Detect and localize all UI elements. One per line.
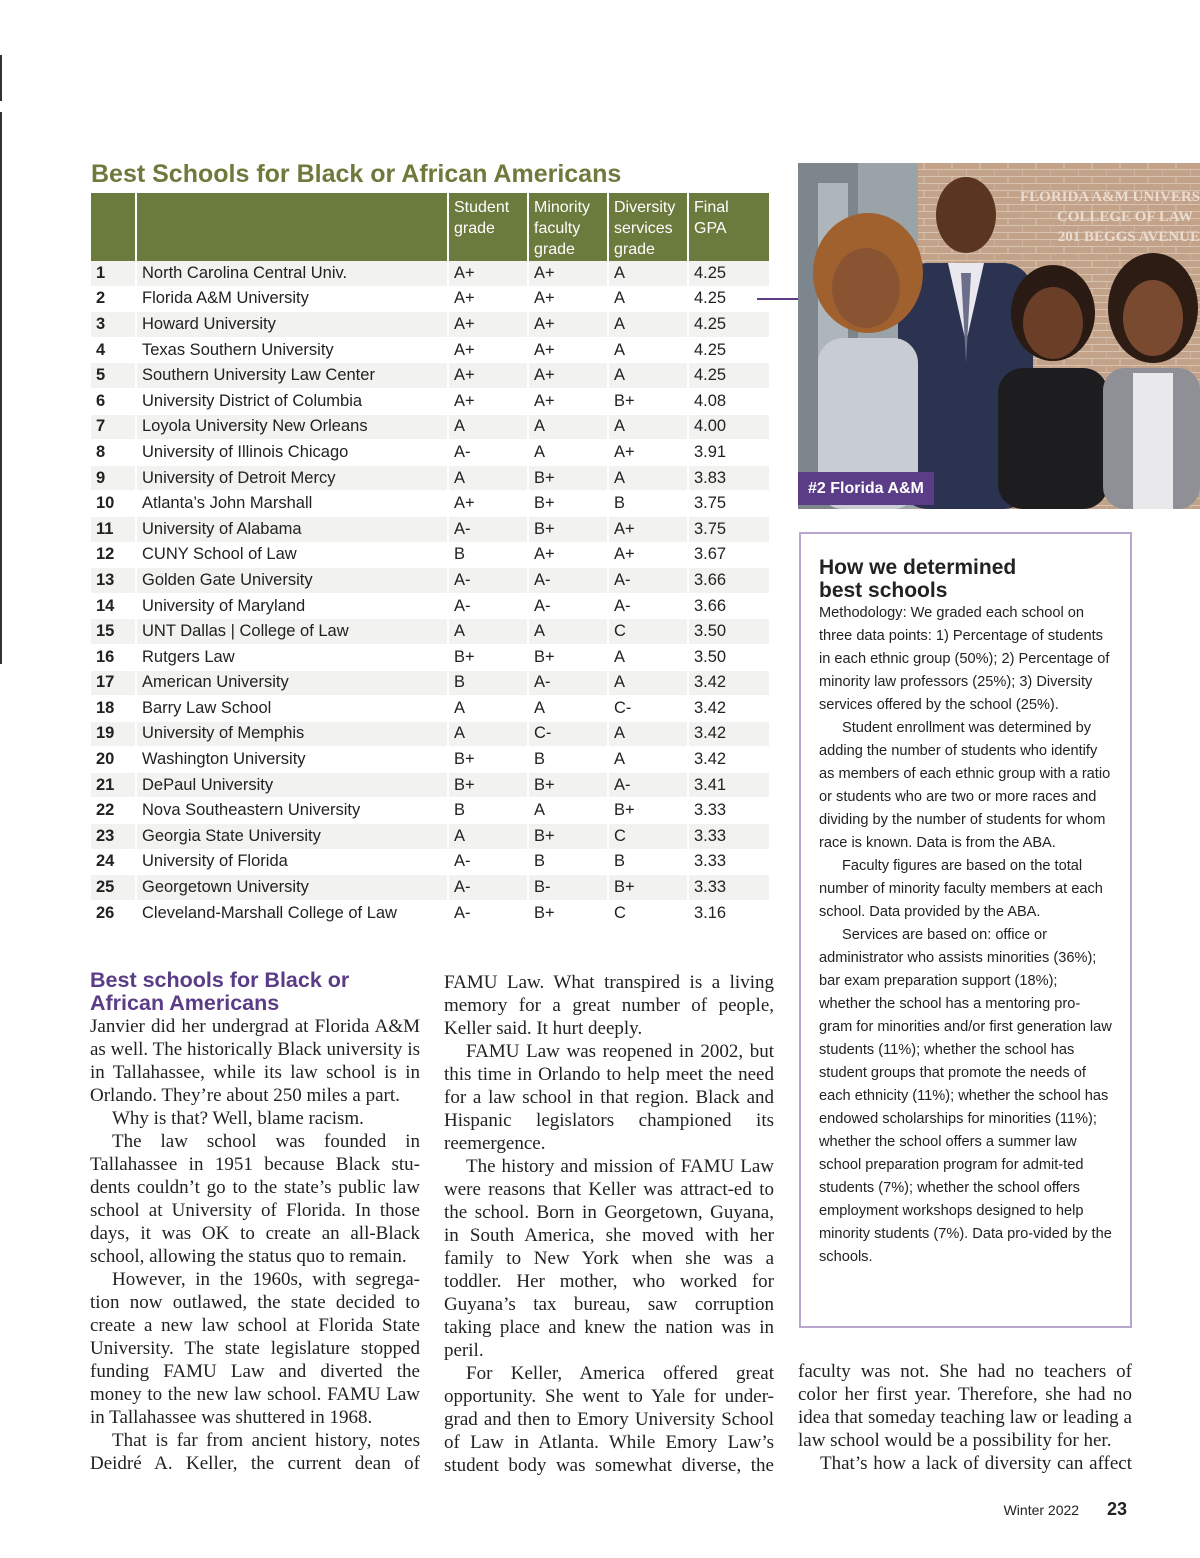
article-paragraph: faculty was not. She had no teachers of color her first year. Therefore, she had no idea that someday teaching law or leading a law school would be a possibility for her. <box>798 1361 1132 1451</box>
student-grade-cell: A+ <box>449 338 527 364</box>
table-row <box>91 619 769 645</box>
gpa-cell: 3.66 <box>689 594 769 620</box>
faculty-grade-cell: A <box>529 696 607 722</box>
methodology-paragraph: Faculty figures are based on the total number of minority faculty members at each school. Data provided by the ABA. <box>819 858 1103 920</box>
student-grade-cell: A <box>449 722 527 748</box>
table-row <box>91 671 769 697</box>
rank-cell: 15 <box>91 619 135 645</box>
gpa-cell: 3.42 <box>689 696 769 722</box>
services-grade-cell: A <box>609 415 687 441</box>
rank-cell: 26 <box>91 901 135 927</box>
gpa-cell: 4.25 <box>689 261 769 287</box>
person-head <box>1023 287 1083 359</box>
services-grade-cell: A <box>609 466 687 492</box>
services-grade-cell: A <box>609 312 687 338</box>
rank-cell: 6 <box>91 389 135 415</box>
table-row <box>91 798 769 824</box>
services-grade-cell: A- <box>609 594 687 620</box>
student-grade-cell: B <box>449 671 527 697</box>
school-name-cell: American University <box>137 671 447 697</box>
school-name-cell: University District of Columbia <box>137 389 447 415</box>
table-row <box>91 517 769 543</box>
table-row <box>91 875 769 901</box>
table-body <box>91 261 769 926</box>
photo-illustration <box>798 163 1200 509</box>
methodology-paragraph: Student enrollment was determined by adding the number of students who identify as members of each ethnic group with a ratio or students who are two or more races and dividing by the number of students for whom race is known. Data is from the ABA. <box>819 720 1111 851</box>
services-grade-cell: A <box>609 645 687 671</box>
article-paragraph: The history and mission of FAMU Law were reasons that Keller was attract-ed to the school. Born in Georgetown, Guyana, in South America, she moved with her family to New York when she was a toddler. Her mother, who worked for Guyana’s tax bureau, saw corruption taking place and knew the nation was in peril. <box>444 1156 774 1361</box>
faculty-grade-cell: A+ <box>529 543 607 569</box>
table-row <box>91 824 769 850</box>
services-grade-cell: B+ <box>609 875 687 901</box>
header-student-grade: Student grade <box>449 193 527 261</box>
student-grade-cell: A- <box>449 517 527 543</box>
gpa-cell: 3.50 <box>689 645 769 671</box>
school-name-cell: University of Maryland <box>137 594 447 620</box>
rankings-table <box>89 193 771 926</box>
student-grade-cell: B+ <box>449 747 527 773</box>
article-paragraph: FAMU Law. What transpired is a living memory for a great number of people, Keller said. It hurt deeply. <box>444 972 774 1039</box>
school-name-cell: University of Memphis <box>137 722 447 748</box>
table-header-row <box>91 193 769 261</box>
table-row <box>91 645 769 671</box>
methodology-title-line2: best schools <box>819 579 948 602</box>
person-head <box>936 177 996 253</box>
services-grade-cell: A <box>609 671 687 697</box>
rank-cell: 12 <box>91 543 135 569</box>
table-row <box>91 543 769 569</box>
school-name-cell: Washington University <box>137 747 447 773</box>
faculty-grade-cell: B+ <box>529 773 607 799</box>
faculty-grade-cell: B+ <box>529 491 607 517</box>
table-row <box>91 901 769 927</box>
student-grade-cell: A- <box>449 440 527 466</box>
methodology-box <box>799 532 1132 1328</box>
faculty-grade-cell: A+ <box>529 338 607 364</box>
sign-line-1: FLORIDA A&M UNIVERS <box>1019 189 1200 205</box>
sign-line-3: 201 BEGGS AVENUE <box>1057 229 1200 245</box>
school-name-cell: Loyola University New Orleans <box>137 415 447 441</box>
faculty-grade-cell: A- <box>529 671 607 697</box>
table-row <box>91 722 769 748</box>
table-row <box>91 773 769 799</box>
gpa-cell: 4.00 <box>689 415 769 441</box>
school-name-cell: DePaul University <box>137 773 447 799</box>
services-grade-cell: B+ <box>609 798 687 824</box>
methodology-paragraph: Services are based on: office or administrator who assists minorities (36%); bar exam preparation support (18%); whether the school has a mentoring pro-gram for minorities and/or first generation law students (11%); whether the school has student groups that promote the needs of each ethnicity (11%); whether the school has endowed scholarships for minorities (11%); whether the school offers a summer law school preparation program for admit-ted students (7%); whether the school offers employment workshops designed to help minority students (7%). Data pro-vided by the schools. <box>819 927 1112 1265</box>
services-grade-cell: A <box>609 261 687 287</box>
school-name-cell: CUNY School of Law <box>137 543 447 569</box>
faculty-grade-cell: B+ <box>529 517 607 543</box>
person-head <box>1123 280 1183 356</box>
gpa-cell: 3.33 <box>689 824 769 850</box>
student-grade-cell: A <box>449 466 527 492</box>
student-grade-cell: A <box>449 619 527 645</box>
header-final-gpa: Final GPA <box>689 193 769 261</box>
faculty-grade-cell: B <box>529 747 607 773</box>
services-grade-cell: A- <box>609 568 687 594</box>
student-grade-cell: A <box>449 696 527 722</box>
services-grade-cell: C <box>609 619 687 645</box>
rank-cell: 8 <box>91 440 135 466</box>
article-column-3 <box>798 1360 1132 1475</box>
article-paragraph: Janvier did her undergrad at Florida A&M as well. The historically Black university is in Tallahassee, while its law school is in Orlando. They’re about 250 miles a part. <box>90 1016 420 1106</box>
rank-cell: 11 <box>91 517 135 543</box>
header-minority-faculty-grade: Minority faculty grade <box>529 193 607 261</box>
person-head <box>832 248 900 328</box>
faculty-grade-cell: B+ <box>529 901 607 927</box>
gpa-cell: 3.33 <box>689 875 769 901</box>
school-name-cell: Golden Gate University <box>137 568 447 594</box>
article-heading: Best schools for Black or African Americans <box>90 968 350 1015</box>
gpa-cell: 3.42 <box>689 722 769 748</box>
edge-mark <box>0 112 2 664</box>
gpa-cell: 3.67 <box>689 543 769 569</box>
student-grade-cell: A <box>449 824 527 850</box>
rank-cell: 20 <box>91 747 135 773</box>
gpa-cell: 3.33 <box>689 850 769 876</box>
gpa-cell: 3.83 <box>689 466 769 492</box>
rank-cell: 5 <box>91 363 135 389</box>
rank-cell: 24 <box>91 850 135 876</box>
header-diversity-services-grade: Diversity services grade <box>609 193 687 261</box>
school-name-cell: University of Illinois Chicago <box>137 440 447 466</box>
rank-cell: 13 <box>91 568 135 594</box>
gpa-cell: 3.16 <box>689 901 769 927</box>
gpa-cell: 3.91 <box>689 440 769 466</box>
faculty-grade-cell: A+ <box>529 261 607 287</box>
table-row <box>91 440 769 466</box>
article-paragraph: The law school was founded in Tallahassee in 1951 because Black stu-dents couldn’t go to the state’s public law school at University of Florida. In those days, it was OK to create an all-Black school, allowing the status quo to remain. <box>90 1131 420 1267</box>
rank-cell: 22 <box>91 798 135 824</box>
table-row <box>91 747 769 773</box>
services-grade-cell: C <box>609 824 687 850</box>
gpa-cell: 4.25 <box>689 363 769 389</box>
student-grade-cell: A+ <box>449 389 527 415</box>
header-school <box>137 193 447 261</box>
page-number: 23 <box>1106 1499 1127 1519</box>
table-row <box>91 850 769 876</box>
student-grade-cell: A <box>449 415 527 441</box>
article-column-1 <box>90 969 420 1475</box>
services-grade-cell: A+ <box>609 517 687 543</box>
school-name-cell: UNT Dallas | College of Law <box>137 619 447 645</box>
edge-mark <box>0 55 2 101</box>
rank-cell: 4 <box>91 338 135 364</box>
table-row <box>91 568 769 594</box>
rank-cell: 2 <box>91 287 135 313</box>
table-row <box>91 696 769 722</box>
student-grade-cell: A- <box>449 875 527 901</box>
photo-caption: #2 Florida A&M <box>798 472 934 505</box>
student-grade-cell: B+ <box>449 645 527 671</box>
services-grade-cell: A <box>609 287 687 313</box>
services-grade-cell: C <box>609 901 687 927</box>
gpa-cell: 3.50 <box>689 619 769 645</box>
school-name-cell: Howard University <box>137 312 447 338</box>
methodology-paragraph: Methodology: We graded each school on three data points: 1) Percentage of students in each ethnic group (50%); 2) Percentage of minority law professors (25%); 3) Diversity services offered by the school (25%). <box>819 605 1110 713</box>
table-row <box>91 389 769 415</box>
services-grade-cell: A+ <box>609 543 687 569</box>
article-paragraph: For Keller, America offered great opportunity. She went to Yale for under-grad and then to Emory University School of Law in Atlanta. While Emory Law’s student body was somewhat diverse, the <box>444 1363 774 1476</box>
services-grade-cell: B <box>609 850 687 876</box>
table-row <box>91 261 769 287</box>
student-grade-cell: A- <box>449 568 527 594</box>
table-row <box>91 491 769 517</box>
person-top <box>998 368 1108 509</box>
gpa-cell: 4.08 <box>689 389 769 415</box>
faculty-grade-cell: C- <box>529 722 607 748</box>
faculty-grade-cell: A <box>529 619 607 645</box>
services-grade-cell: A <box>609 722 687 748</box>
student-grade-cell: A- <box>449 594 527 620</box>
page-footer <box>1004 1499 1127 1520</box>
school-name-cell: Cleveland-Marshall College of Law <box>137 901 447 927</box>
student-grade-cell: B <box>449 798 527 824</box>
rank-cell: 25 <box>91 875 135 901</box>
faculty-grade-cell: A+ <box>529 287 607 313</box>
school-name-cell: Southern University Law Center <box>137 363 447 389</box>
services-grade-cell: A <box>609 747 687 773</box>
rank-cell: 1 <box>91 261 135 287</box>
faculty-grade-cell: B+ <box>529 824 607 850</box>
services-grade-cell: B+ <box>609 389 687 415</box>
school-name-cell: University of Florida <box>137 850 447 876</box>
table-title: Best Schools for Black or African Americans <box>91 160 622 188</box>
services-grade-cell: C- <box>609 696 687 722</box>
faculty-grade-cell: A+ <box>529 389 607 415</box>
gpa-cell: 3.42 <box>689 747 769 773</box>
student-grade-cell: A+ <box>449 491 527 517</box>
gpa-cell: 3.33 <box>689 798 769 824</box>
student-grade-cell: B <box>449 543 527 569</box>
article-column-2 <box>444 971 774 1477</box>
article-paragraph: That’s how a lack of diversity can affect <box>820 1453 1132 1474</box>
services-grade-cell: B <box>609 491 687 517</box>
school-name-cell: Texas Southern University <box>137 338 447 364</box>
rank-cell: 19 <box>91 722 135 748</box>
faculty-grade-cell: A- <box>529 594 607 620</box>
services-grade-cell: A- <box>609 773 687 799</box>
table-row <box>91 338 769 364</box>
rank-cell: 10 <box>91 491 135 517</box>
rank-cell: 3 <box>91 312 135 338</box>
student-grade-cell: B+ <box>449 773 527 799</box>
article-paragraph: FAMU Law was reopened in 2002, but this time in Orlando to help meet the need for a law school in that region. Black and Hispanic legislators championed its reemergence. <box>444 1041 774 1154</box>
faculty-grade-cell: B+ <box>529 645 607 671</box>
student-grade-cell: A+ <box>449 287 527 313</box>
rank-cell: 14 <box>91 594 135 620</box>
faculty-grade-cell: A <box>529 440 607 466</box>
table-row <box>91 415 769 441</box>
rank-cell: 9 <box>91 466 135 492</box>
student-grade-cell: A+ <box>449 363 527 389</box>
services-grade-cell: A <box>609 363 687 389</box>
gpa-cell: 3.42 <box>689 671 769 697</box>
gpa-cell: 4.25 <box>689 312 769 338</box>
school-name-cell: North Carolina Central Univ. <box>137 261 447 287</box>
faculty-grade-cell: A <box>529 415 607 441</box>
rank-cell: 23 <box>91 824 135 850</box>
faculty-grade-cell: B+ <box>529 466 607 492</box>
student-grade-cell: A+ <box>449 261 527 287</box>
table-row <box>91 594 769 620</box>
rank-cell: 17 <box>91 671 135 697</box>
faculty-grade-cell: B <box>529 850 607 876</box>
faculty-grade-cell: A <box>529 798 607 824</box>
rank-cell: 7 <box>91 415 135 441</box>
school-name-cell: Atlanta’s John Marshall <box>137 491 447 517</box>
gpa-cell: 3.75 <box>689 491 769 517</box>
article-paragraph: Why is that? Well, blame racism. <box>112 1108 364 1129</box>
gpa-cell: 3.41 <box>689 773 769 799</box>
gpa-cell: 3.75 <box>689 517 769 543</box>
gpa-cell: 3.66 <box>689 568 769 594</box>
group-photo <box>798 163 1200 509</box>
faculty-grade-cell: A- <box>529 568 607 594</box>
school-name-cell: University of Detroit Mercy <box>137 466 447 492</box>
school-name-cell: Rutgers Law <box>137 645 447 671</box>
school-name-cell: Georgia State University <box>137 824 447 850</box>
services-grade-cell: A+ <box>609 440 687 466</box>
rank-cell: 21 <box>91 773 135 799</box>
school-name-cell: Florida A&M University <box>137 287 447 313</box>
table-row <box>91 287 769 313</box>
methodology-title <box>819 556 1112 602</box>
gpa-cell: 4.25 <box>689 287 769 313</box>
student-grade-cell: A+ <box>449 312 527 338</box>
student-grade-cell: A- <box>449 901 527 927</box>
rank-cell: 18 <box>91 696 135 722</box>
student-grade-cell: A- <box>449 850 527 876</box>
sign-line-2: COLLEGE OF LAW <box>1056 209 1193 225</box>
services-grade-cell: A <box>609 338 687 364</box>
faculty-grade-cell: A+ <box>529 312 607 338</box>
header-rank <box>91 193 135 261</box>
faculty-grade-cell: B- <box>529 875 607 901</box>
faculty-grade-cell: A+ <box>529 363 607 389</box>
table-row <box>91 312 769 338</box>
gpa-cell: 4.25 <box>689 338 769 364</box>
school-name-cell: Nova Southeastern University <box>137 798 447 824</box>
article-paragraph: That is far from ancient history, notes Deidré A. Keller, the current dean of <box>90 1430 420 1474</box>
school-name-cell: University of Alabama <box>137 517 447 543</box>
issue-label: Winter 2022 <box>1003 1502 1080 1518</box>
school-name-cell: Barry Law School <box>137 696 447 722</box>
school-name-cell: Georgetown University <box>137 875 447 901</box>
rank-cell: 16 <box>91 645 135 671</box>
methodology-title-line1: How we determined <box>819 556 1017 579</box>
table-row <box>91 466 769 492</box>
table-row <box>91 363 769 389</box>
article-paragraph: However, in the 1960s, with segrega-tion now outlawed, the state decided to create a new law school at Florida State University. The state legislature stopped funding FAMU Law and diverted the money to the new law school. FAMU Law in Tallahassee was shuttered in 1968. <box>90 1269 420 1428</box>
